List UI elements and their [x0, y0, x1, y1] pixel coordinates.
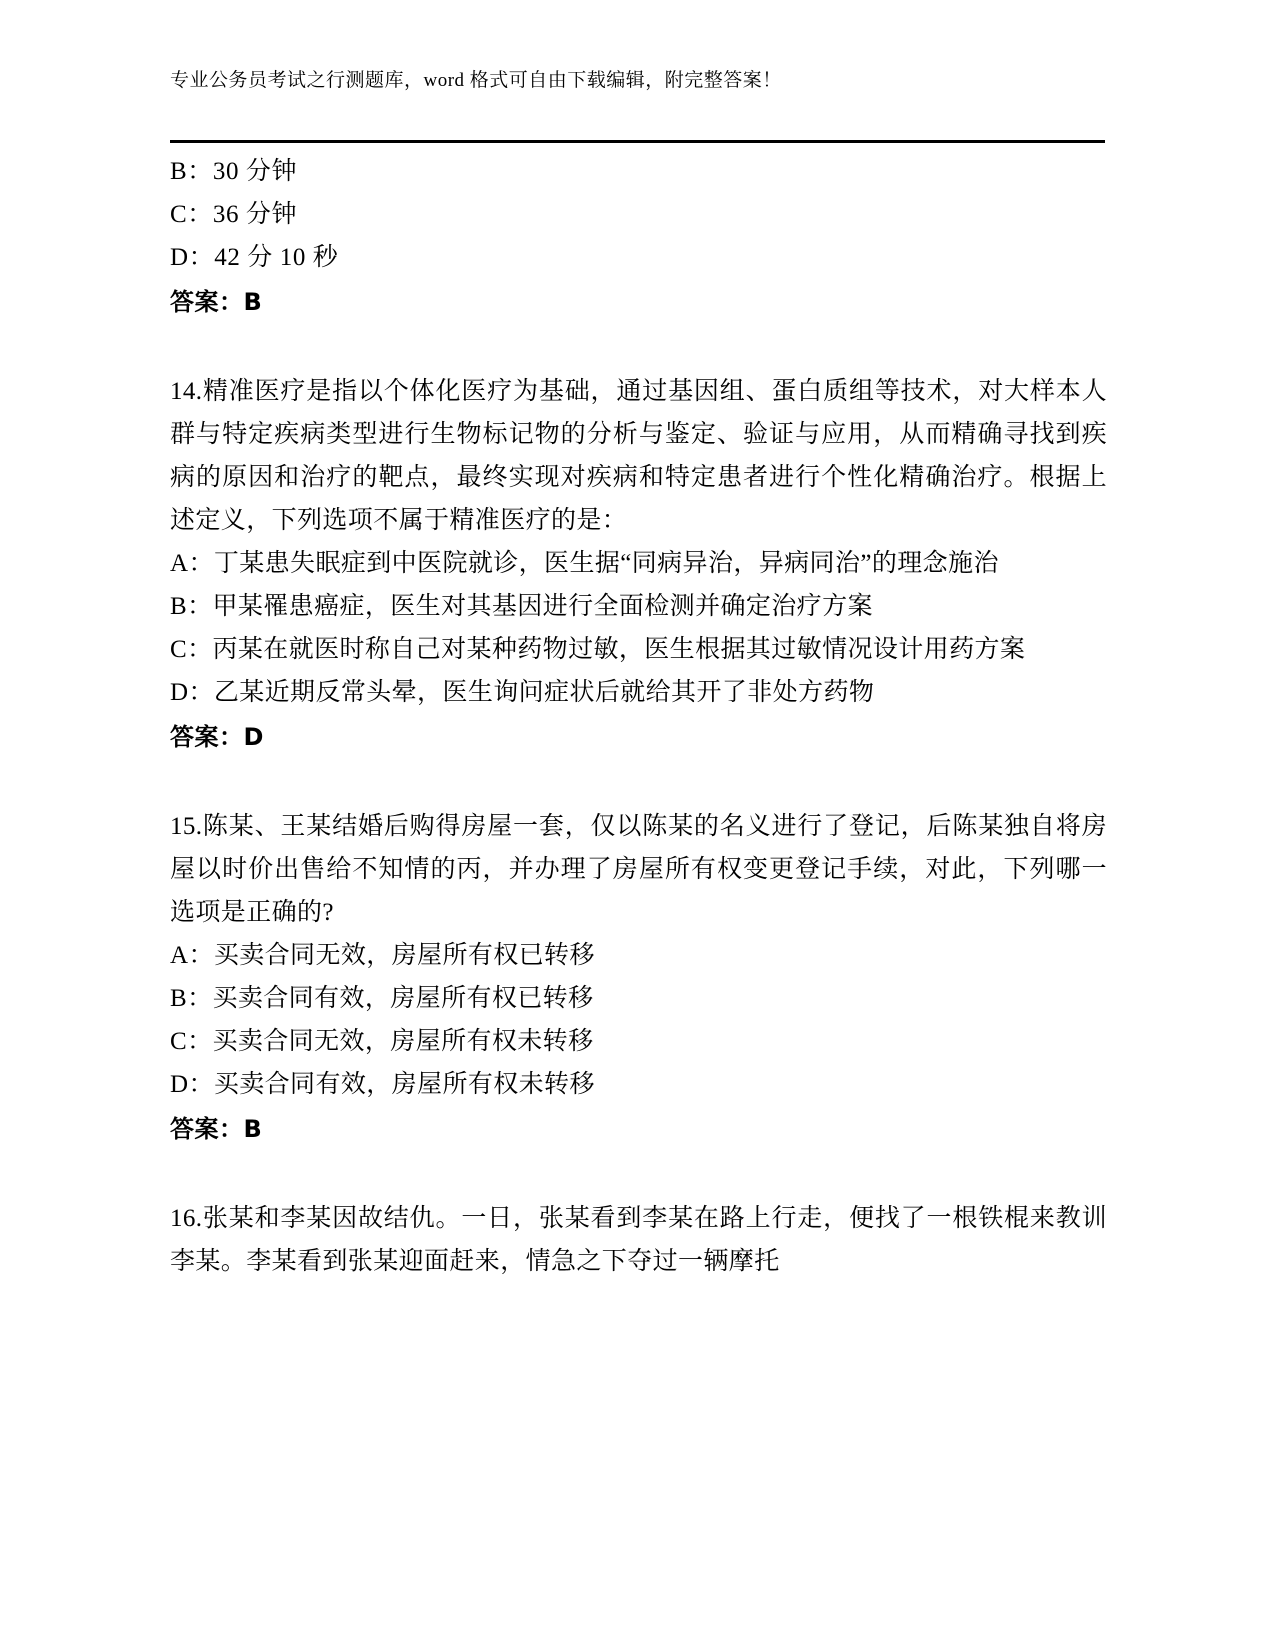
question-stem — [170, 805, 1107, 934]
option-item: A：买卖合同无效，房屋所有权已转移 — [170, 942, 595, 969]
question-stem — [170, 1197, 1107, 1283]
header-divider — [170, 140, 1105, 143]
option-line: C：36 分钟 — [170, 201, 298, 228]
answer-value: D — [243, 723, 264, 751]
question-stem-text: 张某和李某因故结仇。一日，张某看到李某在路上行走，便找了一根铁棍来教训李某。李某看到张某迎面赶来，情急之下夺过一辆摩托 — [170, 1205, 1107, 1275]
option-item: D：买卖合同有效，房屋所有权未转移 — [170, 1071, 595, 1098]
document-content — [170, 150, 1107, 1283]
option-item: D：乙某近期反常头晕，医生询问症状后就给其开了非处方药物 — [170, 679, 875, 706]
option-list — [170, 934, 1107, 1106]
option-line: D：42 分 10 秒 — [170, 244, 339, 271]
question-number: 14. — [170, 378, 203, 405]
question-block — [170, 1197, 1107, 1283]
question-block — [170, 805, 1107, 1151]
question-stem — [170, 370, 1107, 542]
answer-label: 答案： — [170, 1115, 244, 1143]
question-stem-text: 陈某、王某结婚后购得房屋一套，仅以陈某的名义进行了登记，后陈某独自将房屋以时价出售给不知情的丙，并办理了房屋所有权变更登记手续，对此，下列哪一选项是正确的? — [170, 813, 1107, 926]
option-item: B：买卖合同有效，房屋所有权已转移 — [170, 985, 594, 1012]
continued-options — [170, 150, 1107, 324]
option-item: A：丁某患失眠症到中医院就诊，医生据“同病异治，异病同治”的理念施治 — [170, 550, 999, 577]
question-block — [170, 370, 1107, 759]
answer-row — [170, 281, 1107, 324]
answer-value: B — [243, 1115, 263, 1143]
page-header: 专业公务员考试之行测题库，word 格式可自由下载编辑，附完整答案！ — [170, 70, 782, 91]
answer-label: 答案： — [170, 723, 244, 751]
answer-label: 答案： — [170, 288, 244, 316]
question-stem-text: 精准医疗是指以个体化医疗为基础，通过基因组、蛋白质组等技术，对大样本人群与特定疾病类型进行生物标记物的分析与鉴定、验证与应用，从而精确寻找到疾病的原因和治疗的靶点，最终实现对疾病和特定患者进行个性化精确治疗。根据上述定义，下列选项不属于精准医疗的是： — [170, 378, 1107, 534]
question-number: 15. — [170, 813, 203, 840]
option-line: B：30 分钟 — [170, 158, 298, 185]
option-list — [170, 542, 1107, 714]
question-number: 16. — [170, 1205, 203, 1232]
option-item: B：甲某罹患癌症，医生对其基因进行全面检测并确定治疗方案 — [170, 593, 873, 620]
option-item: C：买卖合同无效，房屋所有权未转移 — [170, 1028, 594, 1055]
answer-row — [170, 716, 1107, 759]
answer-row — [170, 1108, 1107, 1151]
answer-value: B — [243, 288, 263, 316]
option-item: C：丙某在就医时称自己对某种药物过敏，医生根据其过敏情况设计用药方案 — [170, 636, 1026, 663]
